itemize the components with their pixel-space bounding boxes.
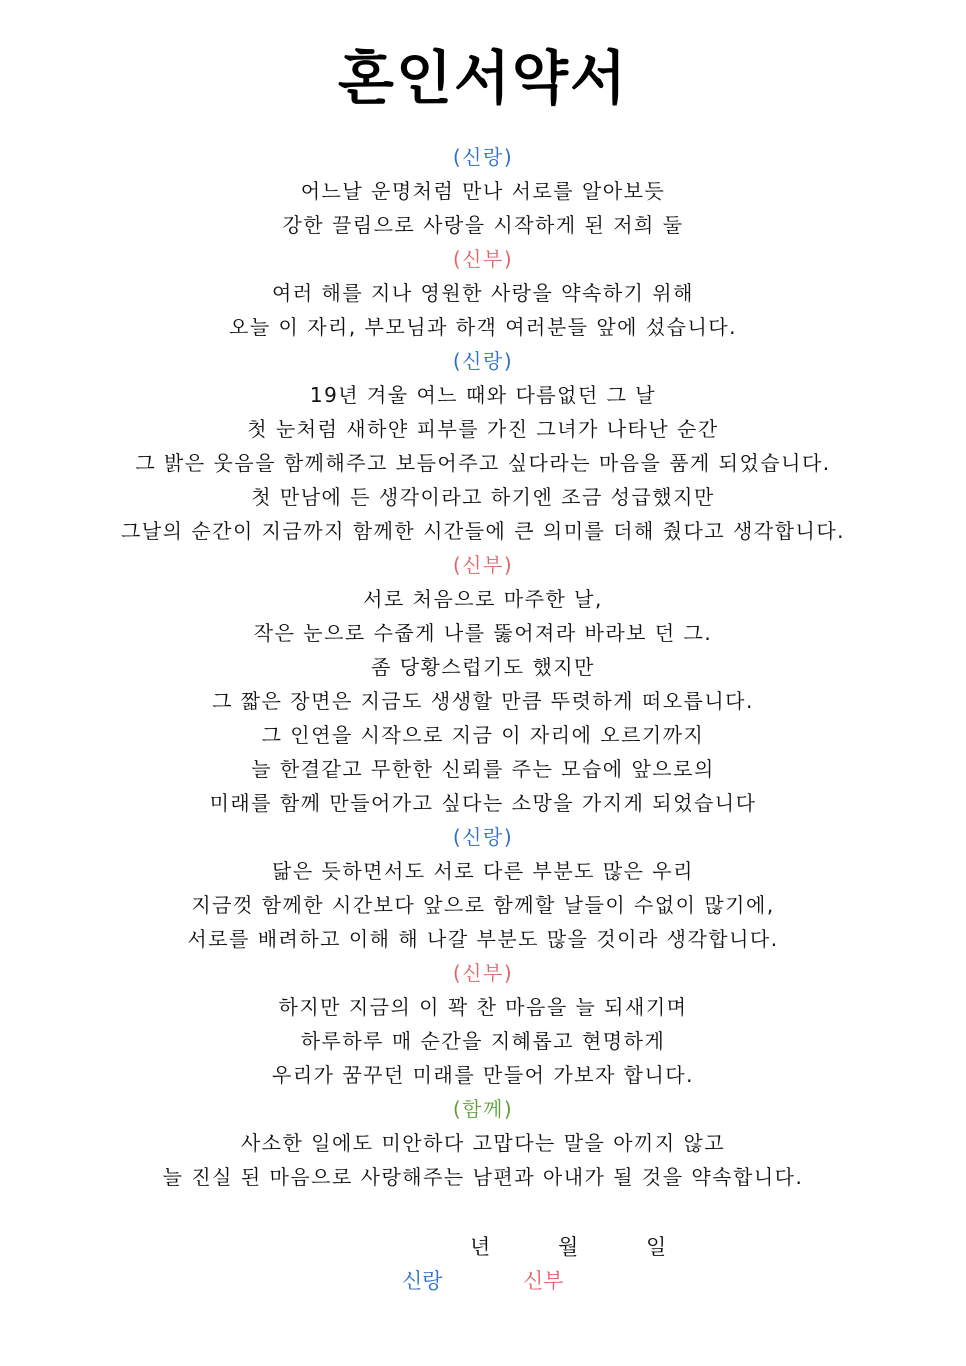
- vow-line: 지금껏 함께한 시간보다 앞으로 함께할 날들이 수없이 많기에,: [191, 893, 775, 917]
- vow-line: 서로를 배려하고 이해 해 나갈 부분도 많을 것이라 생각합니다.: [187, 927, 779, 951]
- signature-line: [0, 1266, 966, 1296]
- vow-line: 어느날 운명처럼 만나 서로를 알아보듯: [300, 179, 666, 203]
- vow-line: 강한 끌림으로 사랑을 시작하게 된 저희 둘: [282, 213, 684, 237]
- vow-line: 늘 한결같고 무한한 신뢰를 주는 모습에 앞으로의: [251, 757, 715, 781]
- vow-line: 그 밝은 웃음을 함께해주고 보듬어주고 싶다라는 마음을 품게 되었습니다.: [135, 451, 831, 475]
- year-label: 년: [470, 1235, 491, 1259]
- vow-line: 그 인연을 시작으로 지금 이 자리에 오르기까지: [261, 723, 705, 747]
- speaker-label-bride: (신부): [452, 553, 514, 577]
- vow-line: 첫 만남에 든 생각이라고 하기엔 조금 성급했지만: [251, 485, 715, 509]
- vow-line: 우리가 꿈꾸던 미래를 만들어 가보자 합니다.: [272, 1063, 694, 1087]
- vow-line: 여러 해를 지나 영원한 사랑을 약속하기 위해: [272, 281, 694, 305]
- speaker-label-groom: (신랑): [452, 145, 514, 169]
- vow-line: 19년 겨울 여느 때와 다름없던 그 날: [309, 383, 657, 407]
- vow-line: 서로 처음으로 마주한 날,: [363, 587, 603, 611]
- vow-line: 오늘 이 자리, 부모님과 하객 여러분들 앞에 섰습니다.: [229, 315, 737, 339]
- vow-line: 그날의 순간이 지금까지 함께한 시간들에 큰 의미를 더해 줬다고 생각합니다.: [121, 519, 845, 543]
- speaker-label-bride: (신부): [452, 961, 514, 985]
- vow-line: 작은 눈으로 수줍게 나를 뚫어져라 바라보 던 그.: [253, 621, 713, 645]
- date-line: [0, 1232, 966, 1262]
- vow-body: [0, 140, 966, 1194]
- vow-line: 하지만 지금의 이 꽉 찬 마음을 늘 되새기며: [278, 995, 688, 1019]
- speaker-label-bride: (신부): [452, 247, 514, 271]
- groom-signature-label: 신랑: [402, 1269, 443, 1293]
- vow-line: 그 짧은 장면은 지금도 생생할 만큼 뚜렷하게 떠오릅니다.: [212, 689, 754, 713]
- vow-line: 첫 눈처럼 새하얀 피부를 가진 그녀가 나타난 순간: [247, 417, 719, 441]
- speaker-label-groom: (신랑): [452, 825, 514, 849]
- vow-line: 늘 진실 된 마음으로 사랑해주는 남편과 아내가 될 것을 약속합니다.: [162, 1165, 804, 1189]
- bride-signature-label: 신부: [523, 1269, 564, 1293]
- vow-line: 좀 당황스럽기도 했지만: [371, 655, 595, 679]
- day-label: 일: [646, 1235, 667, 1259]
- speaker-label-together: (함께): [452, 1097, 514, 1121]
- vow-line: 사소한 일에도 미안하다 고맙다는 말을 아끼지 않고: [240, 1131, 726, 1155]
- speaker-label-groom: (신랑): [452, 349, 514, 373]
- vow-line: 닮은 듯하면서도 서로 다른 부분도 많은 우리: [272, 859, 694, 883]
- document-title: 혼인서약서: [337, 44, 629, 112]
- vow-line: 미래를 함께 만들어가고 싶다는 소망을 가지게 되었습니다: [209, 791, 757, 815]
- month-label: 월: [558, 1235, 579, 1259]
- vow-line: 하루하루 매 순간을 지혜롭고 현명하게: [300, 1029, 666, 1053]
